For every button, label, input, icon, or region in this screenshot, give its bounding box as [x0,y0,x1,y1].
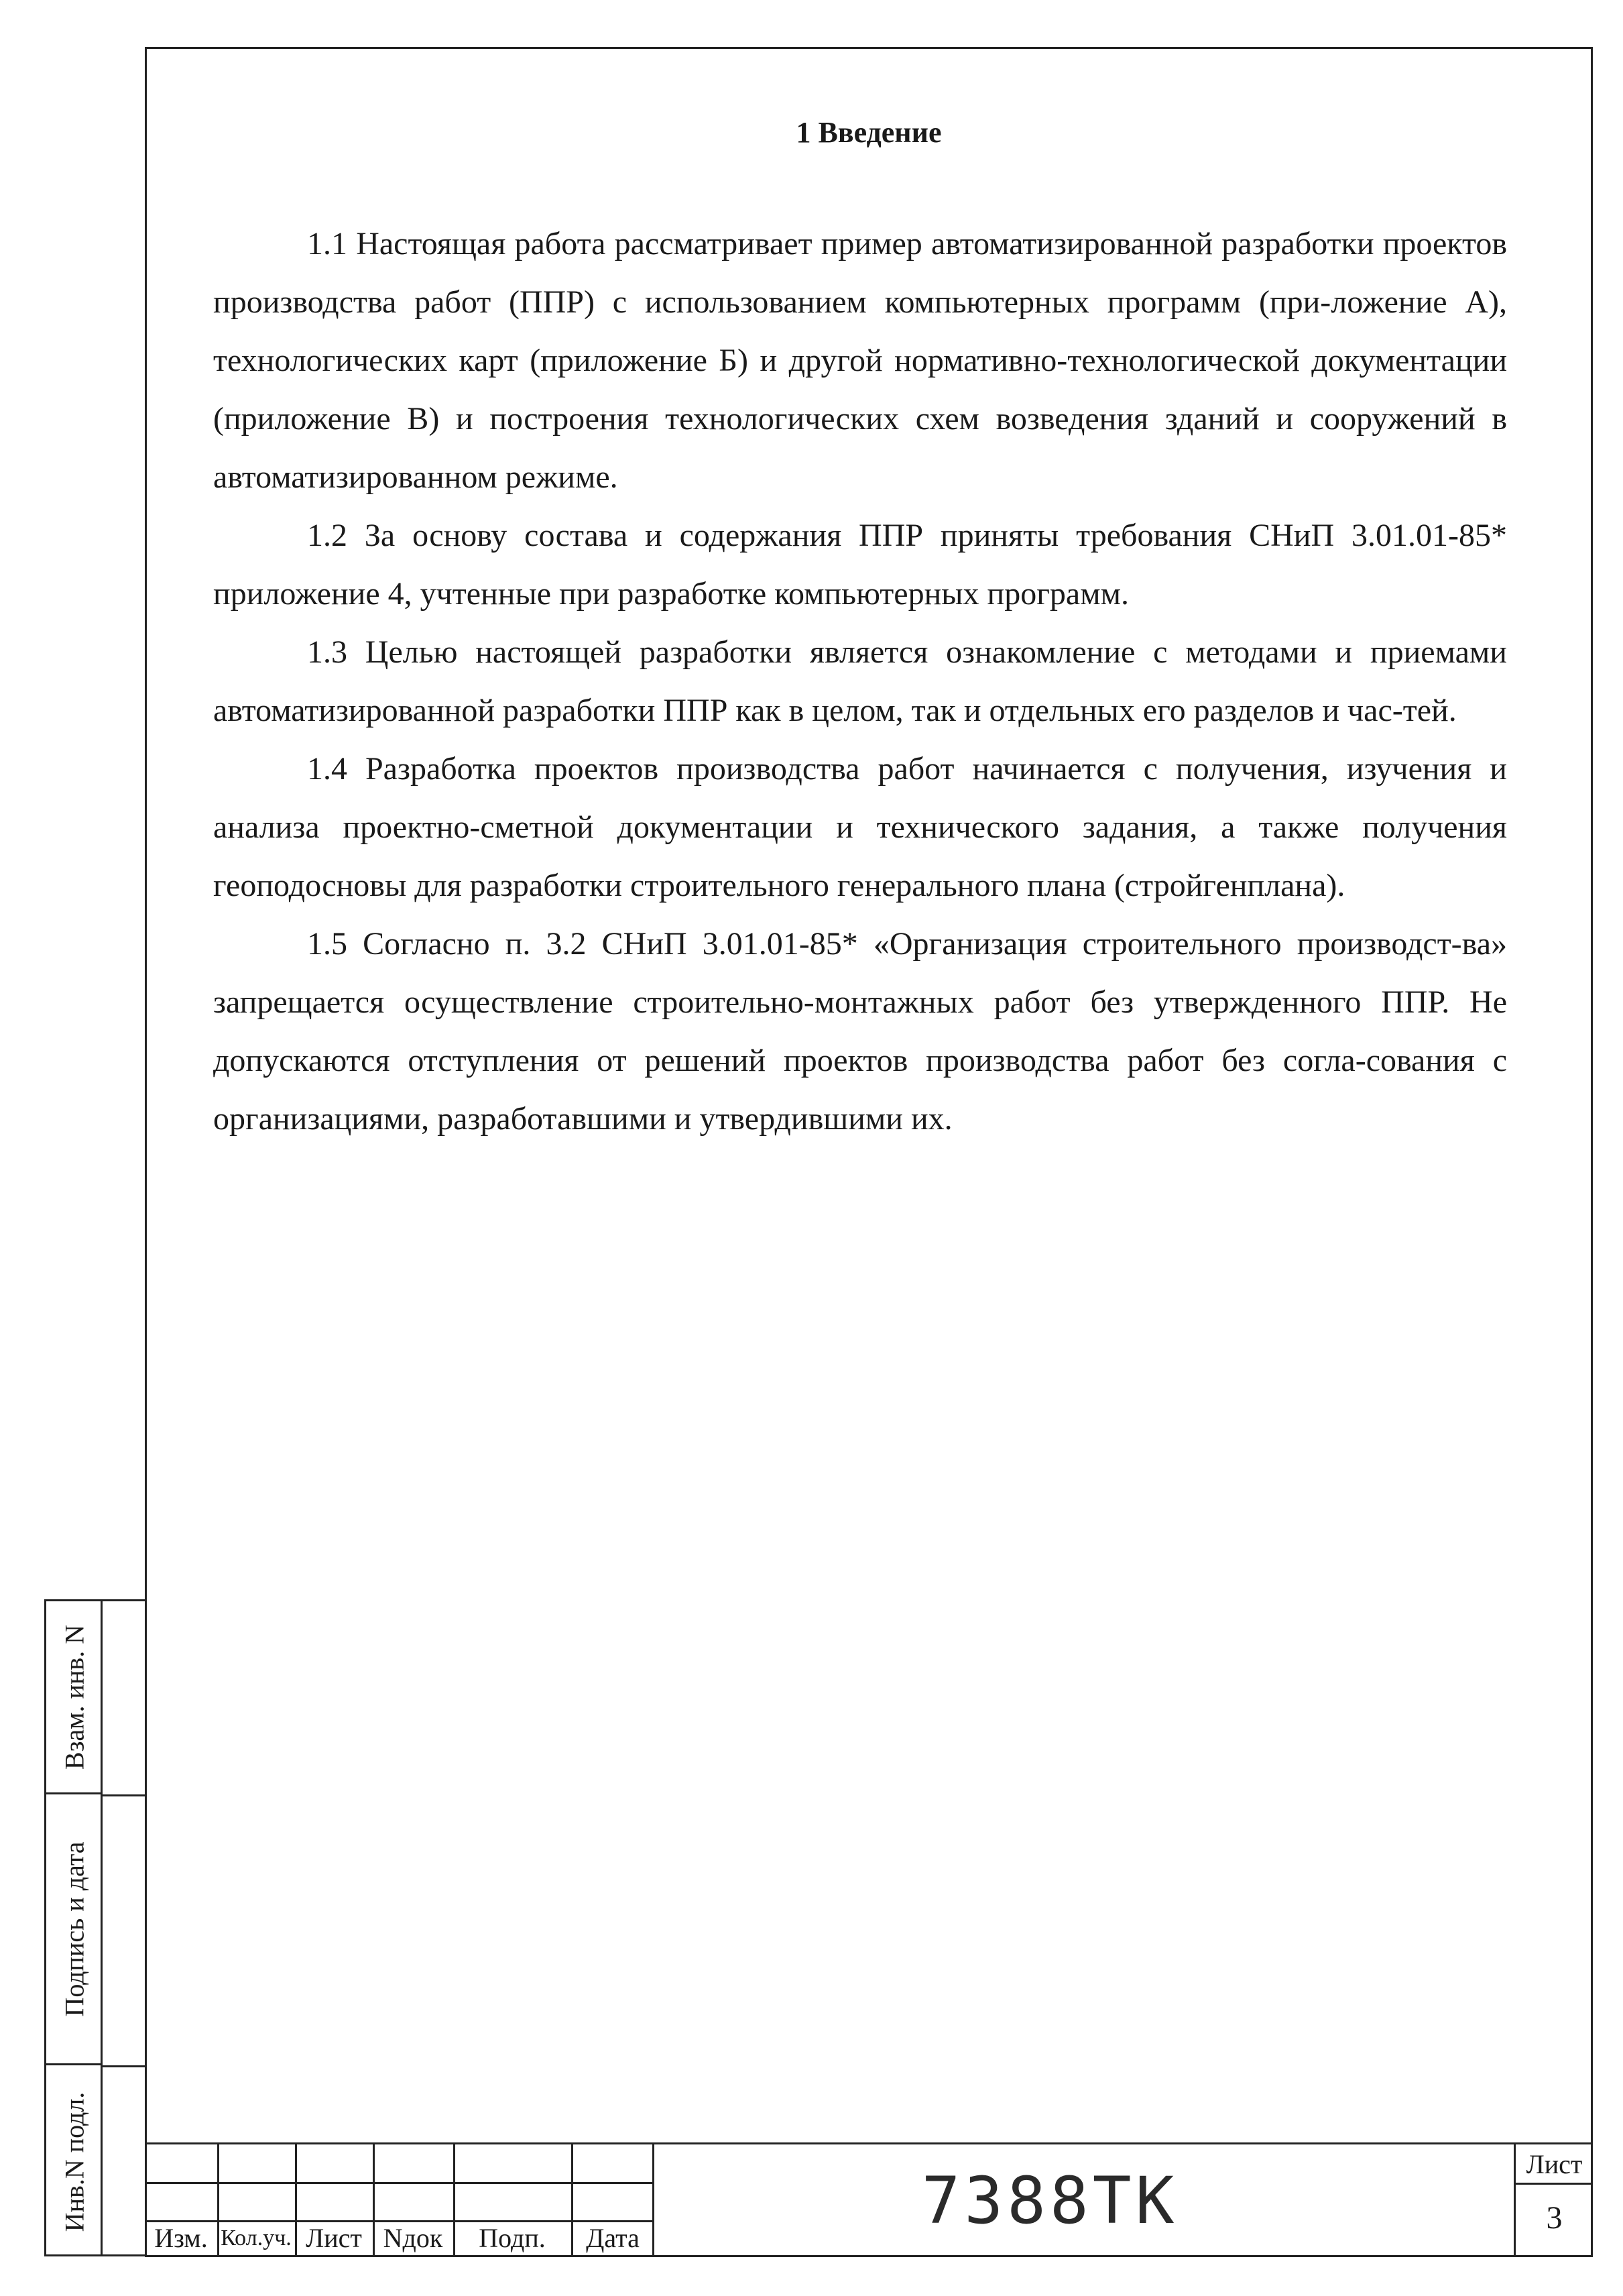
side-cell-podpis-data [46,1794,103,2065]
document-code: 7388ТК [921,2163,1179,2238]
revision-grid [145,2144,654,2257]
sheet-box [1514,2144,1593,2257]
side-label-inv-podl: Инв.N подл. [59,2091,90,2232]
side-label-column [46,1601,103,2254]
paragraph-1-3: 1.3 Целью настоящей разработки является ознакомление с методами и приемами автоматизированной разработки ППР как в целом, так и отдельных его разделов и час-тей. [213,634,1507,728]
paragraph-1-1: 1.1 Настоящая работа рассматривает пример автоматизированной разработки проектов производства работ (ППР) с использованием компьютерных программ (при-ложение А), технологических карт (приложение Б) и другой нормативно-технологической документации (приложение В) и построения технологических схем возведения зданий и сооружений в автоматизированном режиме. [213,226,1507,495]
header-ndok: Nдок [383,2223,443,2253]
section-heading: 1 Введение [796,116,942,149]
side-divider [103,1794,147,1796]
side-label-vzam-inv: Взам. инв. N [59,1624,90,1770]
paragraph-1-2: 1.2 За основу состава и содержания ППР приняты требования СНиП 3.01.01-85* приложение 4, учтенные при разработке компьютерных программ. [213,518,1507,612]
side-divider [103,2065,147,2067]
side-stamp-strip [44,1599,145,2256]
sheet-label: Лист [1516,2144,1593,2185]
header-data: Дата [586,2223,640,2253]
header-podp: Подп. [479,2223,546,2253]
side-cell-inv-podl [46,2065,103,2258]
grid-row-line [145,2182,652,2184]
side-label-podpis-data: Подпись и дата [59,1841,90,2017]
header-kol-uch: Кол.уч. [221,2226,292,2250]
header-list: Лист [306,2223,362,2253]
paragraph-1-5: 1.5 Согласно п. 3.2 СНиП 3.01.01-85* «Организация строительного производст-ва» запрещается осуществление строительно-монтажных работ без утвержденного ППР. Не допускаются отступления от решений проектов производства работ без согла-сования с организациями, разработавшими и утвердившими их. [213,926,1507,1137]
body-text [213,215,1507,1148]
header-izm: Изм. [154,2223,208,2253]
title-block [145,2142,1593,2257]
side-cell-vzam-inv [46,1601,103,1794]
sheet-number: 3 [1546,2200,1563,2236]
paragraph-1-4: 1.4 Разработка проектов производства работ начинается с получения, изучения и анализа проектно-сметной документации и технического задания, а также получения геоподосновы для разработки строительного генерального плана (стройгенплана). [213,751,1507,903]
